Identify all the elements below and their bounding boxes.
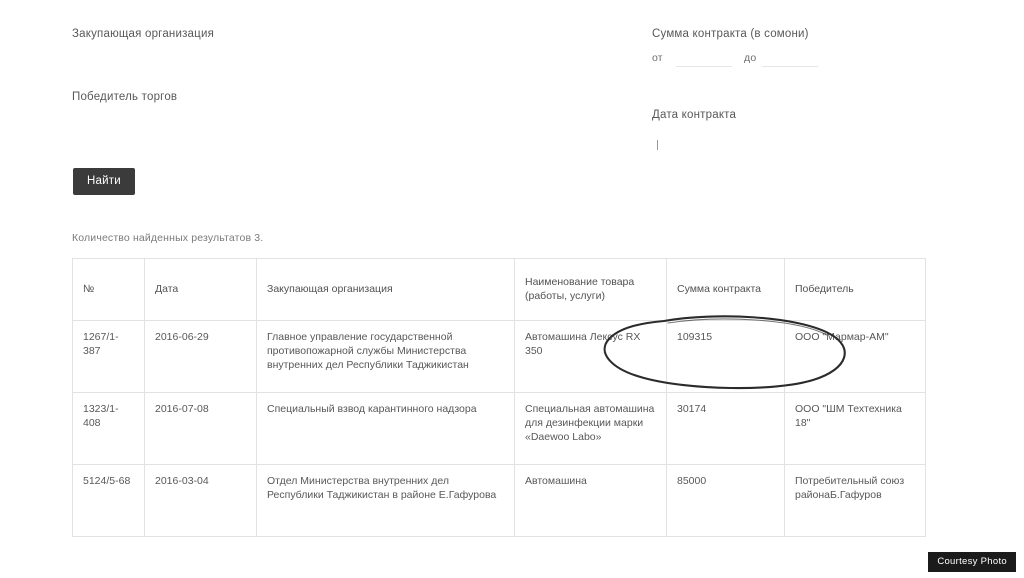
column-header-item: Наименование товара (работы, услуги) [515, 259, 667, 321]
cell-sum: 30174 [667, 393, 785, 465]
table-header-row [73, 259, 926, 321]
sum-to-underline [762, 66, 818, 67]
contract-date-label: Дата контракта [652, 109, 737, 121]
table-row [73, 321, 926, 393]
results-table [72, 258, 926, 537]
cell-date: 2016-03-04 [145, 465, 257, 537]
cell-org: Специальный взвод карантинного надзора [257, 393, 515, 465]
tender-winner-label: Победитель торгов [72, 91, 178, 103]
cell-item: Автомашина [515, 465, 667, 537]
cell-no: 1267/1-387 [73, 321, 145, 393]
sum-to-input[interactable] [762, 50, 818, 67]
cell-no: 5124/5-68 [73, 465, 145, 537]
procuring-organization-label: Закупающая организация [72, 28, 214, 40]
procuring-organization-input[interactable] [72, 46, 502, 65]
column-header-winner: Победитель [785, 259, 926, 321]
cell-winner: Потребительный союз районаБ.Гафуров [785, 465, 926, 537]
cell-org: Отдел Министерства внутренних дел Республики Таджикистан в районе Е.Гафурова [257, 465, 515, 537]
cell-sum: 85000 [667, 465, 785, 537]
courtesy-photo-badge: Courtesy Photo [928, 552, 1016, 572]
cell-item: Специальная автомашина для дезинфекции марки «Daewoo Labo» [515, 393, 667, 465]
column-header-no: № [73, 259, 145, 321]
column-header-org: Закупающая организация [257, 259, 515, 321]
sum-from-label: от [652, 52, 663, 64]
cell-sum: 109315 [667, 321, 785, 393]
contract-sum-label: Сумма контракта (в сомони) [652, 28, 809, 40]
find-button[interactable]: Найти [73, 168, 135, 195]
contract-date-input[interactable] [652, 130, 802, 149]
cell-date: 2016-06-29 [145, 321, 257, 393]
cell-winner: ООО "Мармар-АМ" [785, 321, 926, 393]
tender-winner-input[interactable] [72, 109, 502, 128]
cell-date: 2016-07-08 [145, 393, 257, 465]
table-row [73, 465, 926, 537]
results-count: Количество найденных результатов 3. [72, 232, 264, 244]
cell-no: 1323/1-408 [73, 393, 145, 465]
column-header-date: Дата [145, 259, 257, 321]
sum-from-underline [676, 66, 732, 67]
cell-org: Главное управление государственной противопожарной службы Министерства внутренних дел Республики Таджикистан [257, 321, 515, 393]
sum-to-label: до [744, 52, 757, 64]
cell-winner: ООО "ШМ Техтехника 18" [785, 393, 926, 465]
cell-item: Автомашина Лексус RX 350 [515, 321, 667, 393]
column-header-sum: Сумма контракта [667, 259, 785, 321]
search-form [0, 0, 1024, 215]
sum-from-input[interactable] [676, 50, 732, 67]
table-row [73, 393, 926, 465]
contract-date-caret [657, 140, 658, 150]
